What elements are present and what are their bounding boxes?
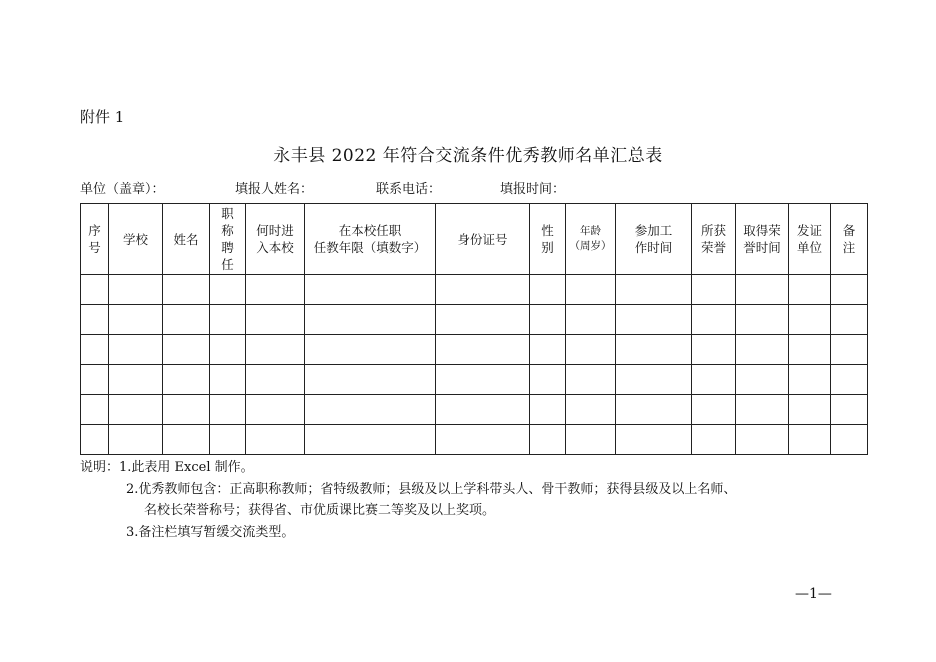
table-cell[interactable] (210, 365, 246, 395)
note-line-2: 2.优秀教师包含：正高职称教师；省特级教师；县级及以上学科带头人、骨干教师；获得县级及以上名师、 (126, 481, 737, 497)
header-cell (163, 204, 210, 275)
table-cell[interactable] (831, 365, 868, 395)
table-cell[interactable] (789, 305, 831, 335)
table-cell[interactable] (530, 335, 566, 365)
table-cell[interactable] (81, 335, 109, 365)
meta-filler: 填报人姓名： (235, 182, 314, 197)
table-cell[interactable] (163, 305, 210, 335)
table-cell[interactable] (692, 425, 736, 455)
table-row (81, 425, 868, 455)
table-cell[interactable] (530, 275, 566, 305)
header-cell (530, 204, 566, 275)
header-work-start: 参加工 作时间 (634, 223, 673, 255)
table-cell[interactable] (305, 365, 436, 395)
header-cell (210, 204, 246, 275)
table-cell[interactable] (831, 275, 868, 305)
table-cell[interactable] (81, 425, 109, 455)
table-cell[interactable] (736, 335, 789, 365)
table-cell[interactable] (109, 275, 163, 305)
table-cell[interactable] (692, 335, 736, 365)
table-cell[interactable] (616, 335, 692, 365)
header-cell (566, 204, 616, 275)
table-cell[interactable] (81, 395, 109, 425)
header-id-number: 身份证号 (457, 231, 508, 247)
table-cell[interactable] (789, 335, 831, 365)
table-cell[interactable] (246, 275, 305, 305)
table-cell[interactable] (736, 365, 789, 395)
meta-phone: 联系电话： (376, 182, 442, 197)
table-row (81, 305, 868, 335)
note-line-1: 说明：1.此表用 Excel 制作。 (80, 460, 254, 475)
table-cell[interactable] (831, 425, 868, 455)
table-cell[interactable] (789, 275, 831, 305)
table-cell[interactable] (566, 425, 616, 455)
header-remarks: 备 注 (842, 223, 856, 255)
summary-table (80, 203, 868, 455)
attachment-label: 附件 1 (80, 108, 125, 126)
notes-section (80, 457, 880, 543)
meta-unit: 单位（盖章）： (80, 182, 165, 197)
table-cell[interactable] (692, 395, 736, 425)
table-cell[interactable] (789, 365, 831, 395)
header-cell (246, 204, 305, 275)
table-cell[interactable] (246, 395, 305, 425)
table-cell[interactable] (566, 365, 616, 395)
table-cell[interactable] (163, 365, 210, 395)
header-join-date: 何时进 入本校 (256, 223, 294, 255)
header-name: 姓名 (173, 231, 199, 247)
table-cell[interactable] (109, 425, 163, 455)
header-honors: 所获 荣誉 (700, 223, 726, 255)
header-serial: 序 号 (88, 223, 101, 255)
header-cell (736, 204, 789, 275)
table-cell[interactable] (210, 335, 246, 365)
header-tenure-years: 在本校任职 任教年限（填数字） (313, 223, 427, 255)
table-cell[interactable] (831, 395, 868, 425)
table-row (81, 275, 868, 305)
table-cell[interactable] (109, 365, 163, 395)
table-row (81, 335, 868, 365)
table-cell[interactable] (616, 305, 692, 335)
table-cell[interactable] (566, 275, 616, 305)
header-age: 年龄 （周岁） (569, 225, 612, 252)
table-cell[interactable] (530, 305, 566, 335)
header-honor-date: 取得荣 誉时间 (743, 223, 781, 255)
table-cell[interactable] (305, 395, 436, 425)
table-cell[interactable] (736, 395, 789, 425)
table-cell[interactable] (81, 275, 109, 305)
document-title: 永丰县 2022 年符合交流条件优秀教师名单汇总表 (273, 146, 663, 166)
table-cell[interactable] (246, 305, 305, 335)
table-row (81, 365, 868, 395)
table-cell[interactable] (163, 335, 210, 365)
table-cell[interactable] (436, 425, 530, 455)
table-cell[interactable] (305, 305, 436, 335)
table-cell[interactable] (246, 335, 305, 365)
table-cell[interactable] (616, 425, 692, 455)
table-cell[interactable] (789, 395, 831, 425)
table-cell[interactable] (530, 395, 566, 425)
table-cell[interactable] (692, 275, 736, 305)
table-cell[interactable] (305, 425, 436, 455)
table-cell[interactable] (210, 395, 246, 425)
table-row (81, 395, 868, 425)
table-cell[interactable] (436, 395, 530, 425)
table-cell[interactable] (436, 365, 530, 395)
table-cell[interactable] (736, 275, 789, 305)
note-line-2-continued: 名校长荣誉称号；获得省、市优质课比赛二等奖及以上奖项。 (144, 503, 496, 518)
header-cell (789, 204, 831, 275)
table-cell[interactable] (305, 335, 436, 365)
table-cell[interactable] (692, 365, 736, 395)
table-cell[interactable] (616, 365, 692, 395)
table-cell[interactable] (305, 275, 436, 305)
table-cell[interactable] (109, 335, 163, 365)
table-cell[interactable] (616, 275, 692, 305)
header-cell (616, 204, 692, 275)
table-cell[interactable] (163, 275, 210, 305)
table-header-row (81, 204, 868, 275)
table-cell[interactable] (692, 305, 736, 335)
table-cell[interactable] (566, 395, 616, 425)
table-cell[interactable] (616, 395, 692, 425)
note-line-3: 3.备注栏填写暂缓交流类型。 (126, 524, 295, 540)
header-school: 学校 (122, 231, 148, 247)
table-cell[interactable] (109, 305, 163, 335)
header-cell (305, 204, 436, 275)
table-cell[interactable] (566, 335, 616, 365)
header-title-appointment: 职 称 聘 任 (221, 206, 234, 272)
table-cell[interactable] (246, 425, 305, 455)
table-cell[interactable] (163, 425, 210, 455)
header-cell (692, 204, 736, 275)
header-cell (831, 204, 868, 275)
table-cell[interactable] (566, 305, 616, 335)
header-issuer: 发证 单位 (796, 223, 822, 255)
header-gender: 性 别 (541, 223, 554, 255)
header-cell (436, 204, 530, 275)
table-cell[interactable] (736, 425, 789, 455)
table-cell[interactable] (530, 425, 566, 455)
table-cell[interactable] (736, 305, 789, 335)
table-cell[interactable] (831, 305, 868, 335)
table-cell[interactable] (831, 335, 868, 365)
table-cell[interactable] (436, 305, 530, 335)
table-cell[interactable] (246, 365, 305, 395)
header-cell (81, 204, 109, 275)
meta-date: 填报时间： (500, 182, 566, 197)
table-cell[interactable] (81, 305, 109, 335)
table-cell[interactable] (163, 395, 210, 425)
table-cell[interactable] (436, 275, 530, 305)
table-cell[interactable] (210, 275, 246, 305)
table-cell[interactable] (530, 365, 566, 395)
header-cell (109, 204, 163, 275)
table-cell[interactable] (436, 335, 530, 365)
table-cell[interactable] (210, 305, 246, 335)
table-cell[interactable] (210, 425, 246, 455)
page-number: —1— (795, 586, 832, 602)
table-cell[interactable] (81, 365, 109, 395)
table-cell[interactable] (109, 395, 163, 425)
table-cell[interactable] (789, 425, 831, 455)
